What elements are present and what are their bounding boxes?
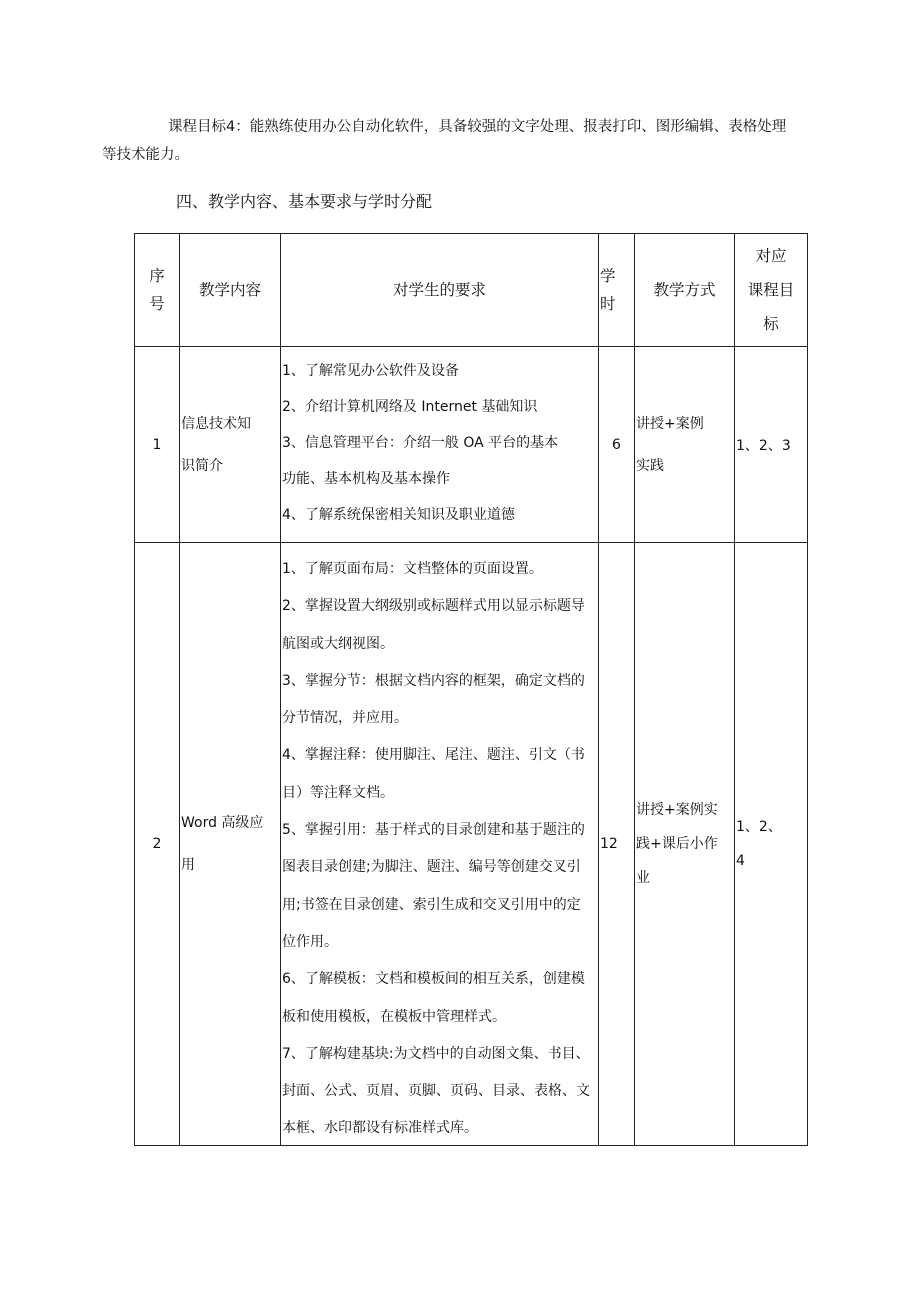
- row-method: 讲授+案例实 践+课后小作 业: [635, 543, 735, 1146]
- requirement-item: 位作用。: [282, 933, 338, 950]
- row-content: 信息技术知 识简介: [180, 347, 281, 543]
- section-heading: 四、教学内容、基本要求与学时分配: [176, 192, 433, 211]
- requirement-item: 1、了解常见办公软件及设备: [282, 362, 459, 379]
- row-hours: 6: [599, 347, 635, 543]
- row-hours: 12: [599, 543, 635, 1146]
- header-seq: 序 号: [135, 234, 180, 347]
- row-target: 1、2、 4: [735, 543, 808, 1146]
- requirement-item: 4、掌握注释：使用脚注、尾注、题注、引文（书: [282, 747, 585, 764]
- row-target: 1、2、3: [735, 347, 808, 543]
- requirement-item: 板和使用模板，在模板中管理样式。: [282, 1008, 506, 1025]
- table-header-row: [135, 234, 808, 347]
- row-requirements: [281, 543, 599, 1146]
- requirement-item: 航图或大纲视图。: [282, 635, 394, 652]
- requirement-item: 2、掌握设置大纲级别或标题样式用以显示标题导: [282, 598, 585, 615]
- teaching-content-table: [134, 233, 808, 1146]
- goal-4-line-1: 课程目标4：能熟练使用办公自动化软件，具备较强的文字处理、报表打印、图形编辑、表格处理: [168, 119, 787, 135]
- header-content: 教学内容: [180, 234, 281, 347]
- row-method: 讲授+案例 实践: [635, 347, 735, 543]
- requirement-item: 封面、公式、页眉、页脚、页码、目录、表格、文: [282, 1083, 590, 1100]
- requirement-item: 3、掌握分节：根据文档内容的框架，确定文档的: [282, 672, 585, 689]
- header-target: 对应 课程目 标: [735, 234, 808, 347]
- header-method: 教学方式: [635, 234, 735, 347]
- requirement-item: 分节情况，并应用。: [282, 710, 408, 727]
- row-requirements: [281, 347, 599, 543]
- header-hours: 学 时: [599, 234, 635, 347]
- requirement-item: 6、了解模板：文档和模板间的相互关系，创建模: [282, 971, 585, 988]
- requirement-item: 用;书签在目录创建、索引生成和交叉引用中的定: [282, 896, 581, 913]
- requirement-item: 3、信息管理平台：介绍一般 OA 平台的基本: [282, 434, 559, 451]
- row-seq: 1: [135, 347, 180, 543]
- goal-4-line-2: 等技术能力。: [102, 147, 189, 163]
- requirement-item: 2、介绍计算机网络及 Internet 基础知识: [282, 398, 538, 415]
- row-seq: 2: [135, 543, 180, 1146]
- requirement-item: 7、了解构建基块:为文档中的自动图文集、书目、: [282, 1045, 590, 1062]
- requirement-item: 功能、基本机构及基本操作: [282, 470, 450, 487]
- requirement-item: 4、了解系统保密相关知识及职业道德: [282, 506, 515, 523]
- requirement-item: 本框、水印都设有标准样式库。: [282, 1120, 478, 1137]
- course-goal-4: [102, 113, 811, 169]
- requirement-item: 5、掌握引用：基于样式的目录创建和基于题注的: [282, 822, 585, 839]
- table-row: [135, 543, 808, 1146]
- header-requirements: 对学生的要求: [281, 234, 599, 347]
- requirement-item: 1、了解页面布局：文档整体的页面设置。: [282, 561, 543, 577]
- table-row: [135, 347, 808, 543]
- row-content: Word 高级应 用: [180, 543, 281, 1146]
- requirement-item: 图表目录创建;为脚注、题注、编号等创建交叉引: [282, 859, 581, 876]
- requirement-item: 目）等注释文档。: [282, 784, 394, 801]
